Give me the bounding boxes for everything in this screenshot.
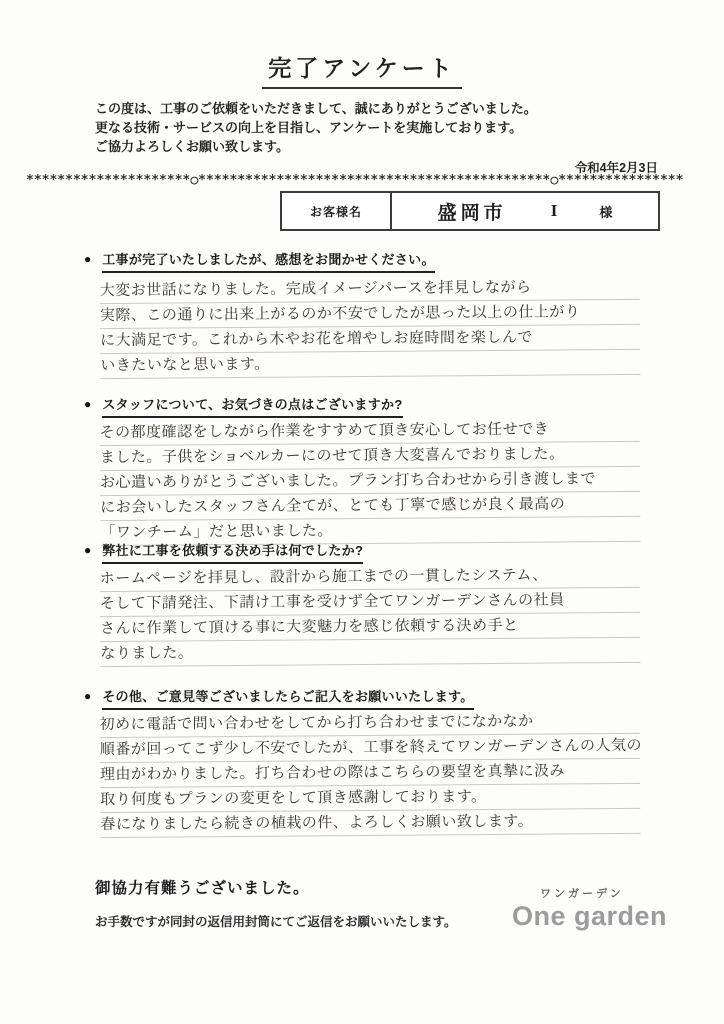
question-4-label: その他、ご意見等ございましたらご記入をお願いいたします。 xyxy=(102,686,473,710)
page-title: 完了アンケート xyxy=(262,50,462,89)
handwritten-answer-line: 順番が回ってこず少し不安でしたが、工事を終えてワンガーデンさんの人気の xyxy=(100,734,640,763)
answer-2 xyxy=(100,417,641,546)
question-3 xyxy=(84,540,363,564)
handwritten-answer-line: いきたいなと思います。 xyxy=(100,350,640,379)
bullet-icon: ● xyxy=(84,543,92,557)
closing-thanks: 御協力有難うございました。 xyxy=(95,880,310,897)
answer-4 xyxy=(100,709,641,838)
customer-honorific: 様 xyxy=(599,204,613,220)
handwritten-answer-line: 初めに電話で問い合わせをしてから打ち合わせまでになかなか xyxy=(100,709,640,738)
intro-line: ご協力よろしくお願い致します。 xyxy=(95,139,289,154)
company-logo xyxy=(512,885,682,931)
bullet-icon: ● xyxy=(84,689,92,703)
question-2 xyxy=(84,394,403,418)
intro-paragraph xyxy=(95,99,537,156)
handwritten-answer-line: に大満足です。これから木やお花を増やしお庭時間を楽しんで xyxy=(100,325,640,354)
closing-note: お手数ですが同封の返信用封筒にてご返信をお願いいたします。 xyxy=(95,915,457,929)
handwritten-answer-line: そして下請発注、下請け工事を受けず全てワンガーデンさんの社員 xyxy=(100,588,640,617)
handwritten-answer-line: ホームページを拝見し、設計から施工までの一貫したシステム、 xyxy=(100,563,640,592)
handwritten-answer-line: 春になりましたら続きの植栽の件、よろしくお願い致します。 xyxy=(100,809,640,838)
question-1-label: 工事が完了いたしましたが、感想をお聞かせください。 xyxy=(102,249,435,273)
handwritten-answer-line: なりました。 xyxy=(100,638,640,667)
logo-kana-text: ワンガーデン xyxy=(540,888,624,900)
handwritten-answer-line: 実際、この通りに出来上がるのか不安でしたが思った以上の仕上がり xyxy=(100,300,640,329)
handwritten-answer-line: ました。子供をショベルカーにのせて頂き大変喜んでおりました。 xyxy=(100,442,640,471)
bullet-icon: ● xyxy=(84,397,92,411)
question-2-label: スタッフについて、お気づきの点はございますか? xyxy=(102,394,402,418)
bullet-icon: ● xyxy=(84,252,92,266)
customer-city: 盛岡市 xyxy=(437,202,507,224)
customer-name-box xyxy=(280,191,660,231)
customer-initial: I xyxy=(550,201,558,220)
question-1 xyxy=(84,249,435,273)
answer-1 xyxy=(100,275,641,379)
intro-line: 更なる技術・サービスの向上を目指し、アンケートを実施しております。 xyxy=(95,120,523,135)
customer-name-label: お客様名 xyxy=(282,193,392,229)
customer-name-value xyxy=(392,193,658,229)
handwritten-answer-line: お心遣いありがとうございました。プラン打ち合わせから引き渡しまで xyxy=(100,467,640,496)
handwritten-answer-line: 取り何度もプランの変更をして頂き感謝しております。 xyxy=(100,784,640,813)
handwritten-answer-line: 「ワンチーム」だと思いました。 xyxy=(100,517,640,546)
handwritten-answer-line: その都度確認をしながら作業をすすめて頂き安心してお任せでき xyxy=(100,417,640,446)
question-3-label: 弊社に工事を依頼する決め手は何でしたか? xyxy=(102,540,363,564)
answer-3 xyxy=(100,563,641,667)
intro-line: この度は、工事のご依頼をいただきまして、誠にありがとうございました。 xyxy=(95,101,537,116)
question-4 xyxy=(84,686,474,710)
handwritten-answer-line: にお会いしたスタッフさん全てが、とても丁寧で感じが良く最高の xyxy=(100,492,640,521)
survey-date: 令和4年2月3日 xyxy=(574,161,658,175)
logo-name-text: One garden xyxy=(512,901,668,931)
separator-line: *********************○*********************************************○**************** xyxy=(26,173,684,188)
handwritten-answer-line: さんに作業して頂ける事に大変魅力を感じ依頼する決め手と xyxy=(100,613,640,642)
handwritten-answer-line: 大変お世話になりました。完成イメージパースを拝見しながら xyxy=(100,275,640,304)
handwritten-answer-line: 理由がわかりました。打ち合わせの際はこちらの要望を真摯に汲み xyxy=(100,759,640,788)
